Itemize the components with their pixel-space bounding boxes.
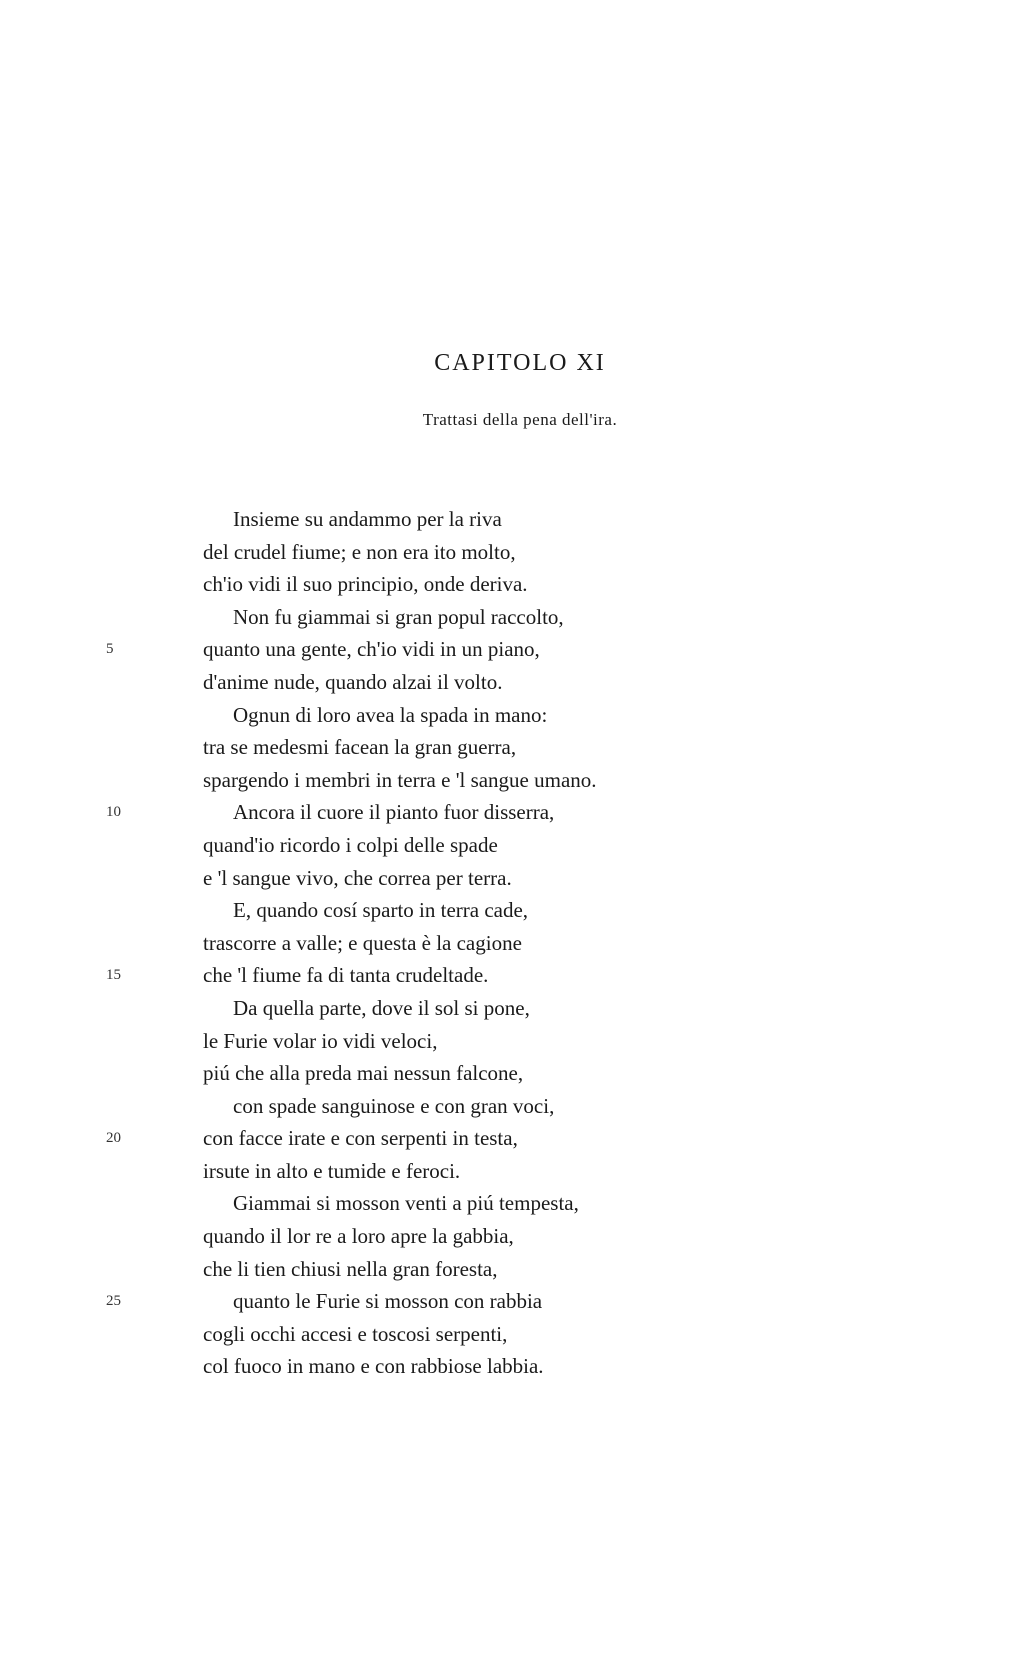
- verse-text: trascorre a valle; e questa è la cagione: [203, 930, 522, 955]
- verse-line: [0, 699, 1010, 732]
- verse-line: [0, 1057, 1010, 1090]
- verse-text: quanto le Furie si mosson con rabbia: [233, 1289, 543, 1314]
- line-number: 5: [106, 641, 114, 658]
- verse-line: [0, 959, 1010, 992]
- verse-line: [0, 1318, 1010, 1351]
- verse-line: [0, 1220, 1010, 1253]
- verse-text: cogli occhi accesi e toscosi serpenti,: [203, 1321, 508, 1346]
- verse-text: e 'l sangue vivo, che correa per terra.: [203, 865, 512, 890]
- verse-text: quando il lor re a loro apre la gabbia,: [203, 1224, 514, 1249]
- verse-line: [0, 829, 1010, 862]
- verse-text: Ancora il cuore il pianto fuor disserra,: [233, 800, 555, 825]
- verse-line: [0, 568, 1010, 601]
- poem: [0, 503, 1010, 1383]
- verse-text: le Furie volar io vidi veloci,: [203, 1028, 438, 1053]
- verse-text: Ognun di loro avea la spada in mano:: [233, 702, 548, 727]
- verse-line: [0, 1187, 1010, 1220]
- verse-line: [0, 1350, 1010, 1383]
- verse-line: [0, 894, 1010, 927]
- verse-line: [0, 601, 1010, 634]
- verse-line: [0, 1025, 1010, 1058]
- verse-text: quanto una gente, ch'io vidi in un piano,: [203, 637, 540, 662]
- verse-text: E, quando cosí sparto in terra cade,: [233, 898, 529, 923]
- verse-text: Insieme su andammo per la riva: [233, 507, 502, 531]
- verse-text: ch'io vidi il suo principio, onde deriva.: [203, 572, 528, 597]
- verse-line: [0, 992, 1010, 1025]
- verse-text: spargendo i membri in terra e 'l sangue umano.: [203, 767, 597, 792]
- chapter-title: CAPITOLO XI: [434, 350, 606, 376]
- verse-line: [0, 796, 1010, 829]
- verse-line: [0, 1122, 1010, 1155]
- verse-text: con spade sanguinose e con gran voci,: [233, 1093, 555, 1118]
- verse-text: col fuoco in mano e con rabbiose labbia.: [203, 1354, 544, 1379]
- verse-text: quand'io ricordo i colpi delle spade: [203, 832, 498, 857]
- verse-text: che 'l fiume fa di tanta crudeltade.: [203, 963, 489, 988]
- verse-text: che li tien chiusi nella gran foresta,: [203, 1256, 498, 1281]
- verse-line: [0, 1253, 1010, 1286]
- verse-text: Da quella parte, dove il sol si pone,: [233, 995, 530, 1020]
- verse-text: Non fu giammai si gran popul raccolto,: [233, 604, 564, 629]
- verse-text: con facce irate e con serpenti in testa,: [203, 1126, 518, 1151]
- verse-line: [0, 1155, 1010, 1188]
- verse-text: piú che alla preda mai nessun falcone,: [203, 1061, 524, 1086]
- verse-text: del crudel fiume; e non era ito molto,: [203, 539, 516, 564]
- line-number: 15: [106, 967, 121, 984]
- chapter-subtitle: Trattasi della pena dell'ira.: [422, 410, 618, 429]
- verse-text: irsute in alto e tumide e feroci.: [203, 1158, 461, 1183]
- verse-line: [0, 764, 1010, 797]
- verse-text: Giammai si mosson venti a piú tempesta,: [233, 1191, 579, 1216]
- verse-line: [0, 1285, 1010, 1318]
- line-number: 20: [106, 1130, 121, 1147]
- verse-line: [0, 536, 1010, 569]
- verse-line: [0, 1090, 1010, 1123]
- verse-text: tra se medesmi facean la gran guerra,: [203, 735, 517, 760]
- verse-line: [0, 666, 1010, 699]
- verse-text: d'anime nude, quando alzai il volto.: [203, 669, 503, 694]
- verse-line: [0, 862, 1010, 895]
- verse-line: [0, 503, 1010, 536]
- line-number: 25: [106, 1293, 121, 1310]
- verse-line: [0, 927, 1010, 960]
- line-number: 10: [106, 804, 121, 821]
- verse-line: [0, 633, 1010, 666]
- verse-line: [0, 731, 1010, 764]
